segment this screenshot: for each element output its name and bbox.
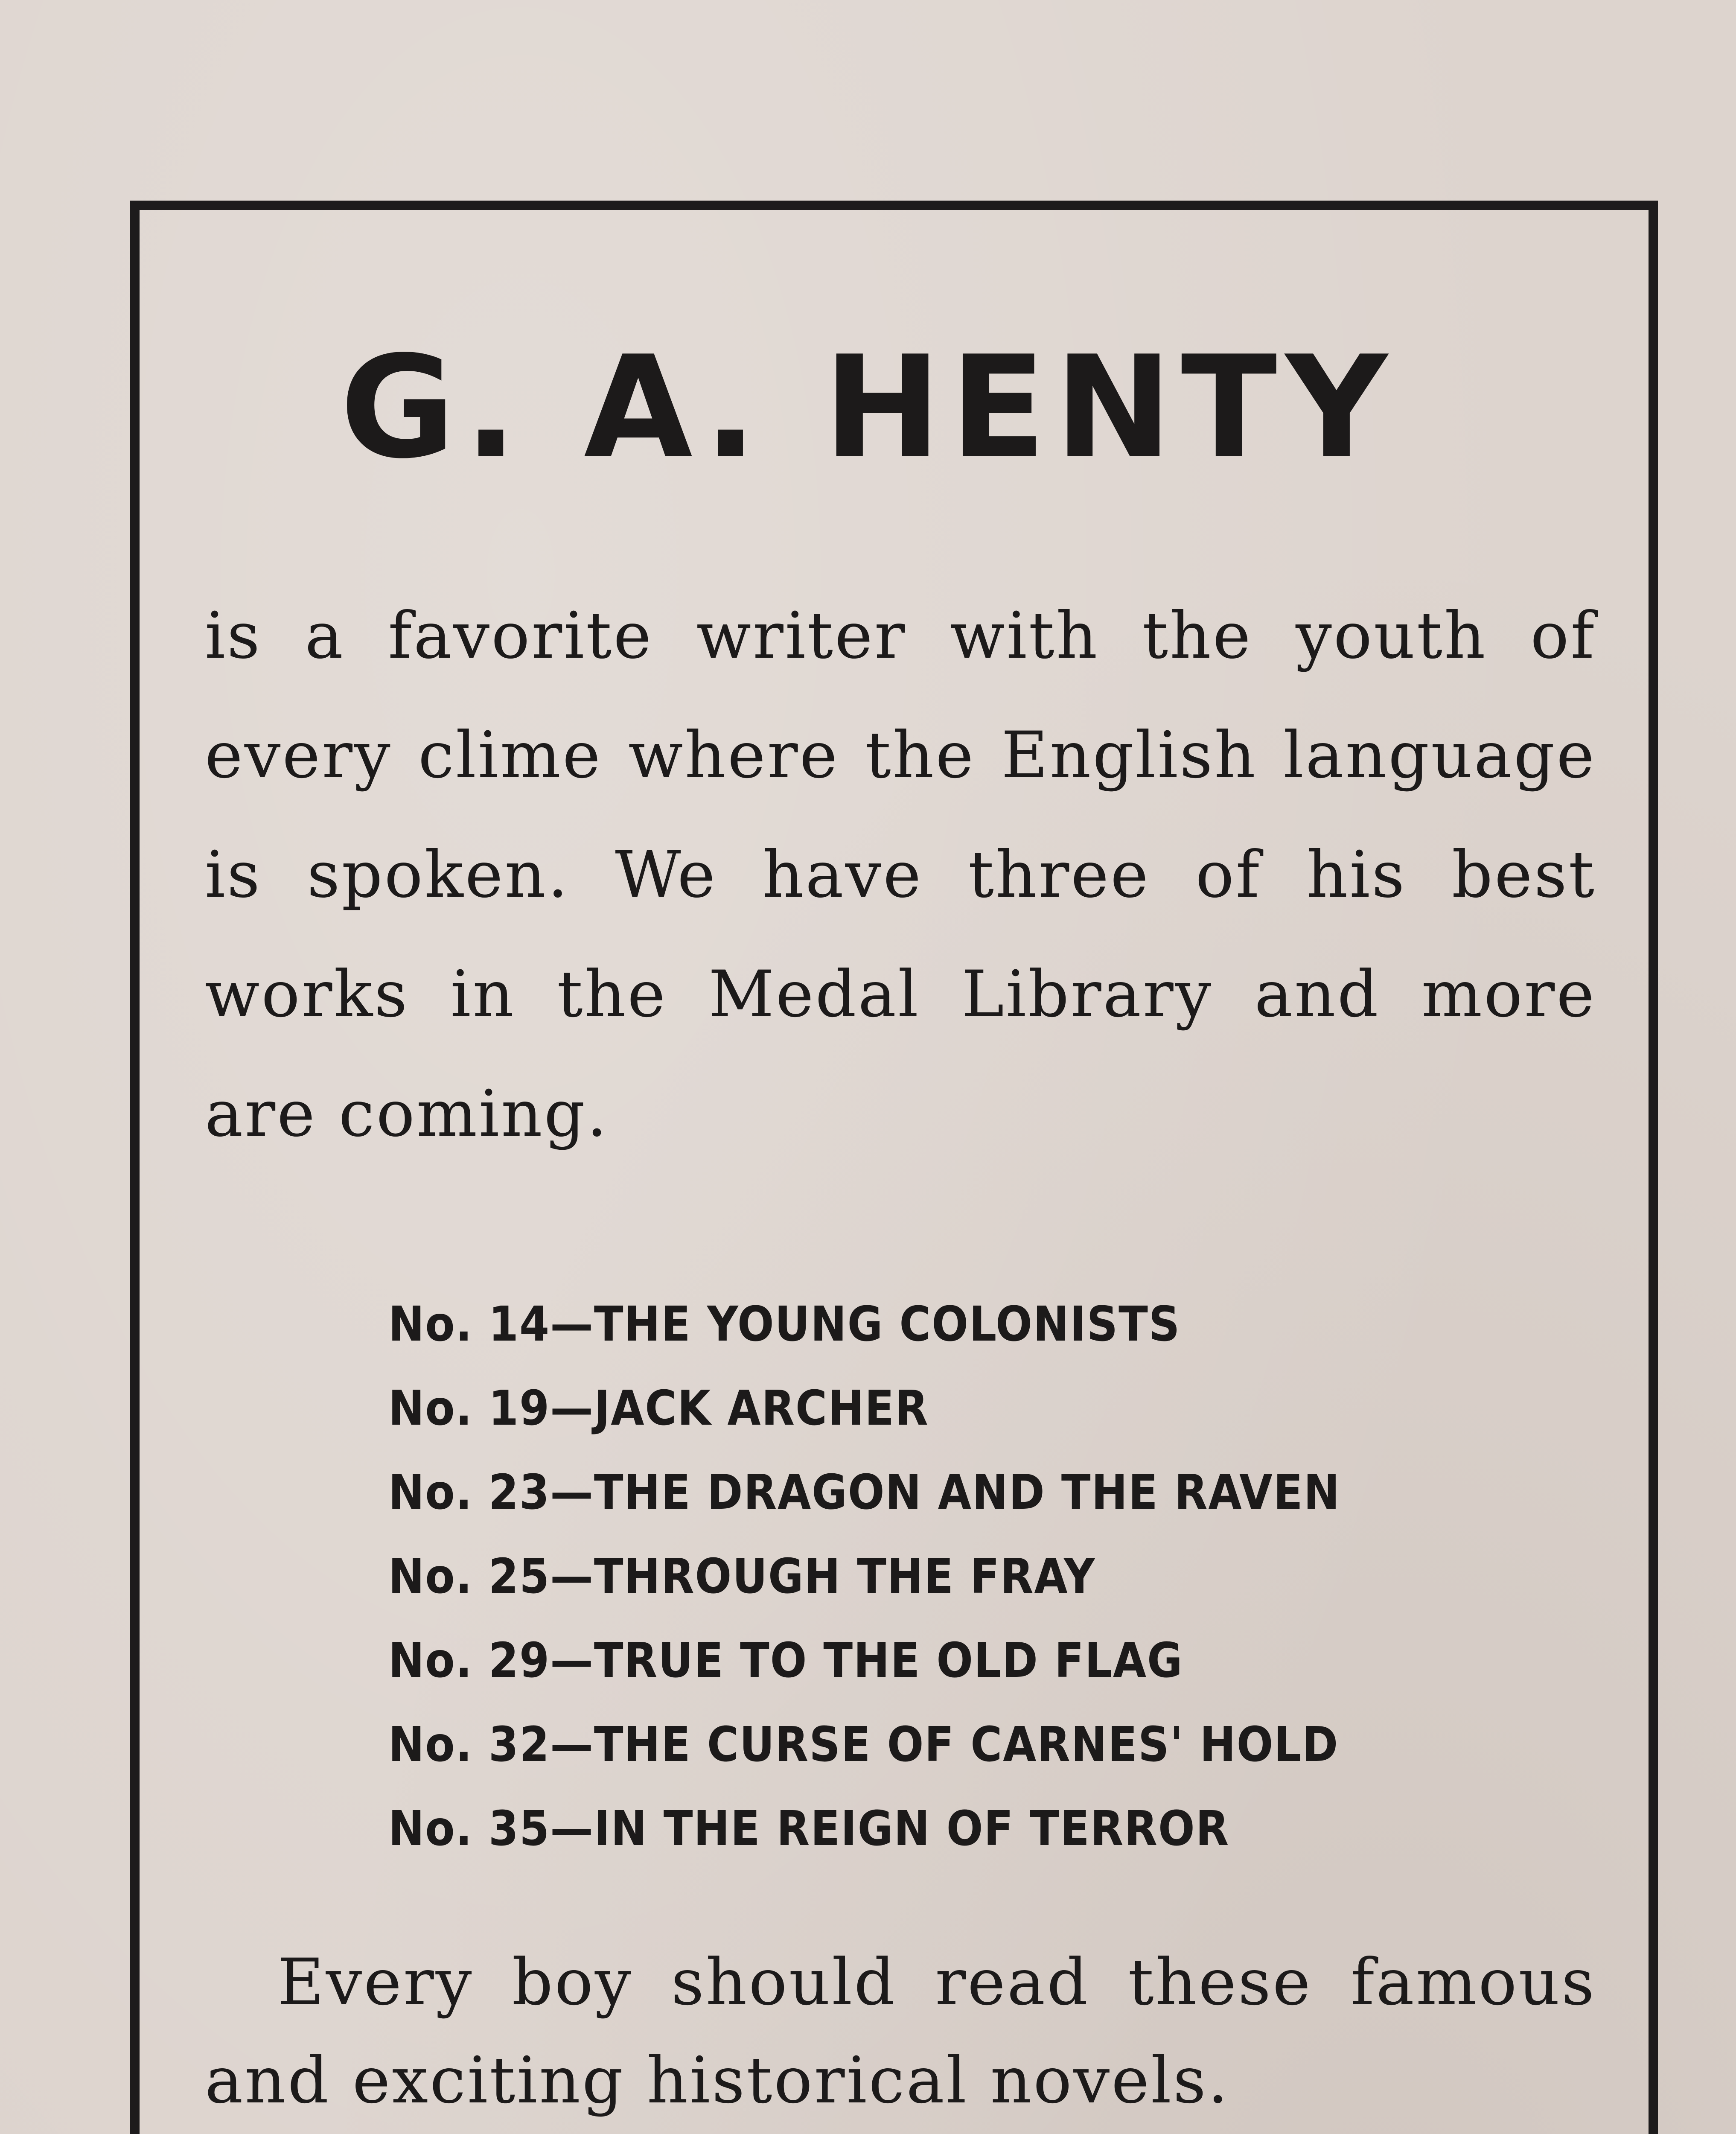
closing-paragraph: Every boy should read these famous and exciting historical novels. — [205, 1945, 1596, 2118]
list-item: No. 14—THE YOUNG COLONISTS — [388, 1297, 1181, 1352]
list-item: No. 35—IN THE REIGN OF TERROR — [388, 1801, 1230, 1857]
list-item: No. 29—TRUE TO THE OLD FLAG — [388, 1633, 1183, 1688]
intro-paragraph: is a favorite writer with the youth of every clime where the English language is spoken. We have three of his best works in the Medal Library and more are coming. — [205, 599, 1596, 1151]
list-item: No. 32—THE CURSE OF CARNES' HOLD — [388, 1717, 1339, 1773]
list-item: No. 23—THE DRAGON AND THE RAVEN — [388, 1465, 1341, 1520]
book-list — [388, 1283, 1340, 1871]
page-title: G. A. HENTY — [340, 326, 1396, 490]
list-item: No. 25—THROUGH THE FRAY — [388, 1549, 1096, 1604]
list-item: No. 19—JACK ARCHER — [388, 1381, 929, 1436]
